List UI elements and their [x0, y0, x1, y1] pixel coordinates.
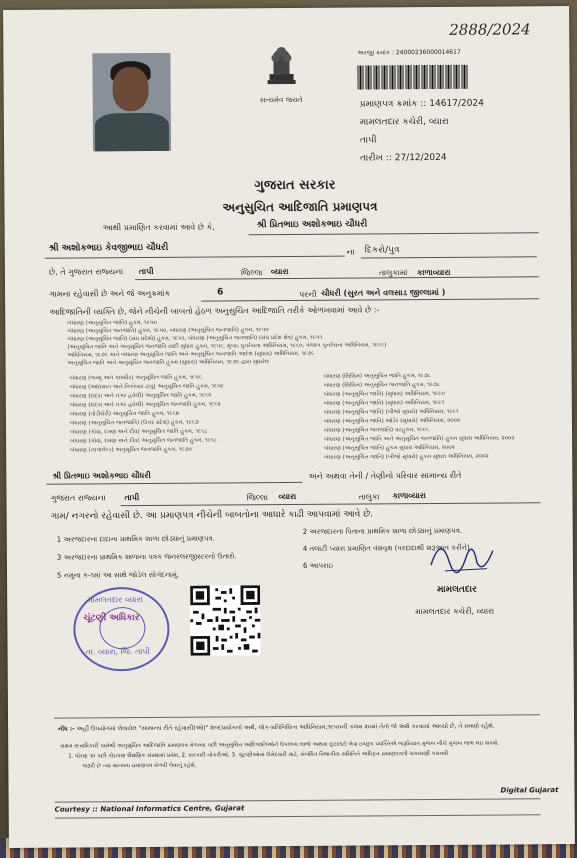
header-taluka: તાપી — [359, 135, 377, 146]
order-left-5: બંધારણ (પોંડીચેરી) અનુસૂચિત જાતિ હુકમ, ૧૯૬૪ — [69, 410, 180, 418]
order-right-9: બંધારણ (અનુસૂચિત જાતિ) હુકમ સુધારા અધિનિયમ, ૨૦૦૨ — [324, 444, 455, 452]
order-left-4: બંધારણ (દાદરા અને નગર હવેલી) અનુસૂચિત જનજાતિ હુકમ, ૧૯૬૨ — [69, 401, 221, 409]
order-left-1: બંધારણ (જમ્મુ અને કાશ્મીર) અનુસૂચિત જાતિ હુકમ, ૧૯૫૬ — [69, 374, 202, 382]
basis-item-3: 3 અરજદારના પ્રાથમિક શાળાના પત્રક જનરલરજીસ્ટરનો ઉતારો. — [56, 552, 237, 562]
schedule-text: આદિજાતિની વ્યક્તિ છે, જેને નીચેની બાબતો હેઠળ અનુસુચિત આદિજાતિ તરીકે ઓળખવામાં આવે છે :- — [49, 305, 380, 317]
basis-item-1: 1 અરજદારના દાદાના પ્રાથમિક શાળા છોડ્યાનું પ્રમાણપત્ર. — [56, 534, 215, 544]
issue-date: તારીખ :: 27/12/2024 — [360, 152, 447, 164]
order-left-2: બંધારણ (આંદામાન અને નિકોબાર ટાપુ) અનુસૂચિત જાતિ હુકમ, ૧૯૫૯ — [69, 383, 225, 391]
village-value-2: કાળાવ્યારા — [392, 491, 427, 501]
usage-line-2: 1. ધોરણ ૧૦ પછી કોઇપણ શૈક્ષણિક સંસ્થામાં પ્રવેશ, 2. સરકારી નોકરીઓ, 3. ચૂંટણીઓમાં ઉમેદવારી માટે, સંબંધિત વિભાગીય સમિતિને અધિકૃત પ્રમાણપત્રની ચકાસણી કરાવવી — [68, 750, 449, 760]
taluka-label-1: તાલુકામાં — [378, 268, 408, 278]
title-certificate: અનુસુચિત આદિજાતિ પ્રમાણપત્ર — [222, 199, 378, 215]
signatory-title: મામલતદાર — [437, 584, 477, 595]
handwritten-number: 2888/2024 — [449, 20, 531, 39]
applicant-photo — [92, 53, 171, 152]
note-text: અહીં ઉપયોગમાં લેવાયેલ "સામાન્ય રીતે રહેવાસી(ઓ)" શબ્દપ્રયોગનો અર્થ, લોક-પ્રતિનિધિત્વ અધિનિયમ,૧૯૫૦ની કલમ ૨૦માં તેનો જે અર્થ કરવામાં આવ્યો છે, તે પ્રમાણે રહેશે. — [76, 722, 495, 733]
order-top-1: બંધારણ (અનુસૂચિત જાતિ) હુકમ, ૧૯૫૦ — [67, 319, 157, 327]
order-right-1: બંધારણ (સિક્કિમ) અનુસૂચિત જાતિ હુકમ, ૧૯૭૮ — [323, 373, 431, 380]
order-top-3: બંધારણ (અનુસૂચિત જાતિ) (સંઘ પ્રદેશો) હુકમ, ૧૯૫૧, બંધારણ (અનુસૂચિત જનજાતિ) (સંઘ પ્રદેશ ક્ષેત્ર) હુકમ, ૧૯૫૧ — [67, 334, 323, 343]
order-top-5: અધિનિયમ, ૧૯૭૬ અને બંધારણ અનુસૂચિત જાતિ અને અનુસૂચિત જનજાતિ આદેશ (સુધારા) અધિનિયમ, ૧૯૭૬ — [67, 350, 315, 359]
seal-top-text: મામલતદાર વ્યારા — [87, 595, 143, 605]
district-label-2: જિલ્લા — [246, 493, 269, 503]
official-seal — [73, 587, 170, 672]
taluka-value-1: વ્યારા — [270, 266, 289, 277]
order-left-7: બંધારણ (ગોવા, દમણ અને દીવ) અનુસૂચિત જાતિ હુકમ, ૧૯૬૮ — [70, 428, 208, 436]
district-value-1: તાપી — [138, 266, 154, 277]
signature — [427, 531, 497, 581]
issuing-office: મામલતદાર કચેરી, વ્યારા — [359, 116, 449, 128]
basis-item-2: 2 અરજદારના પિતાના પ્રાથમિક શાળા છોડ્યાનું પ્રમાણપત્ર. — [302, 526, 463, 536]
title-government: ગુજરાત સરકાર — [254, 177, 336, 194]
seal-middle-text: ચૂંટણી અધિકાર — [83, 613, 140, 624]
signatory-office: મામલતદાર કચેરી, વ્યારા — [415, 606, 495, 617]
order-right-8: બંધારણ (અનુસૂચિત જાતિ અને અનુસૂચિત જનજાતિ) હુકમ સુધારા અધિનિયમ, ૨૦૦૨ — [324, 435, 515, 443]
order-right-5: બંધારણ (અનુસૂચિત જાતિ) (બીજો સુધારો) અધિનિયમ, ૧૯૯૧ — [323, 408, 459, 416]
application-number: અરજી ક્રમાંક : 24000236000014617 — [357, 48, 461, 57]
order-right-4: બંધારણ (અનુસૂચિત જાતિ) (સુધારા) અધિનિયમ, ૧૯૯૧ — [323, 399, 445, 407]
courtesy-text: Courtesy :: National Informatics Centre, Gujarat — [54, 804, 245, 814]
village-value-1: કાળાવ્યારા — [416, 267, 451, 278]
emblem-caption: સત્યમેવ જયતે — [259, 95, 303, 105]
family-text: અને અથવા તેની / તેણીનો પરિવાર સામાન્ય રીતે — [308, 470, 462, 481]
residence-text: ગામ/ નગરનો રહેવાસી છે. આ પ્રમાણપત્ર નીચેની બાબતોના આધારે કાઢી આપવામાં આવે છે. — [50, 509, 374, 522]
relation-label: ના — [346, 247, 355, 257]
holder-name-2: શ્રી પ્રિતભાઇ અશોકભાઇ ચૌધરી — [52, 470, 151, 481]
serial-value: 6 — [217, 287, 224, 298]
note-label: નોંધ :- — [58, 725, 75, 733]
order-right-10: બંધારણ (અનુસૂચિત જાતિ) (બીજો સુધારો) હુકમ સુધારા અધિનિયમ, ૨૦૦૨ — [324, 453, 489, 461]
certificate-page — [3, 6, 575, 848]
order-top-6: અનુસૂચિત જાતિ અને અનુસૂચિત જનજાતિ હુકમ (સુધારા) અધિનિયમ, ૧૯૭૬ દ્વારા સુધારેલ — [67, 359, 269, 367]
caste-label: પરની — [299, 289, 317, 299]
qr-code — [190, 585, 260, 655]
father-name: શ્રી અશોકભાઇ કેવજીભાઇ ચૌધરી — [48, 242, 169, 254]
state-text-2: ગુજરાત રાજ્યના — [50, 493, 106, 503]
certificate-number: પ્રમાણપત્ર ક્રમાંક :: 14617/2024 — [359, 98, 484, 110]
order-top-4: (અનુસૂચિત જાતિ અને અનુસૂચિત જનજાતિ યાદી સુધારા હુકમ, ૧૯૫૬, મુંબઇ પુનર્રચના અધિનિયમ, ૧૯૬૦, પંજાબ પુનર્રચના અધિનિયમ, ૧૯૬૬) — [67, 342, 387, 351]
order-left-8: બંધારણ (ગોવા, દમણ અને દીવ) અનુસૂચિત જનજાતિ હુકમ, ૧૯૬૮ — [70, 437, 217, 445]
state-text: છે, તે ગુજરાત રાજ્યના — [48, 267, 124, 277]
basis-item-4: 4 તલાટી પ્યારા પ્રમાણિત વંશવૃક્ષ (પરદાદાથી શરૂઆત કરીને). — [302, 543, 472, 553]
order-top-2: બંધારણ (અનુસૂચિત જનજાતિ) હુકમ, ૧૯૫૦, બંધારણ (અનુસૂચિત જનજાતિ) હુકમ, ૧૯૫૦ — [67, 327, 269, 335]
order-left-3: બંધારણ (દાદરા અને નગર હવેલી) અનુસૂચિત જાતિ હુકમ, ૧૯૬૨ — [69, 392, 212, 400]
order-right-3: બંધારણ (અનુસૂચિત જાતિ) (સુધારા) અધિનિયમ, ૧૯૯૦ — [323, 390, 445, 398]
national-emblem-icon — [261, 40, 301, 96]
certify-text: આથી પ્રમાણિત કરવામાં આવે છે કે, — [102, 222, 215, 233]
barcode — [357, 65, 467, 90]
digital-gujarat: Digital Gujarat — [500, 786, 559, 795]
usage-line-3: જરૂરી છે ત્યાં માન્યતા પ્રમાણપત્ર મેળવી લેવાનું રહેશે. — [82, 762, 197, 770]
basis-item-5: 5 નમુના ક-૧માં આ સાથે જોડેલ સોગંદનામું. — [57, 570, 180, 580]
holder-name: શ્રી પ્રિતભાઇ અશોકભાઇ ચૌધરી — [256, 219, 368, 231]
usage-line-1: સક્ષમ સત્તાધિકારી પાસેથી અનુસુચિત આદિજાતિ પ્રમાણપત્ર મેળવ્યા પછી અનુસુચિત આદિજાતિઓને ઉપલબ્ધ લાભો અથવા છૂટછાટો લેવા ઇચ્છુક વ્યક્તિએ જરૂરિયાત મુજબ નીચે મુજબ લાભ લઇ શકશે. — [60, 740, 500, 750]
seal-bottom-text: તા. વ્યારા, જિ. તાપી — [85, 646, 150, 657]
relation-value: દિકરો/પુત્ર — [364, 245, 400, 256]
district-value-2: તાપી — [124, 493, 140, 503]
order-right-7: બંધારણ (અનુસૂચિત જનજાતિ) વટહુકમ, ૧૯૯૬ — [324, 427, 430, 434]
taluka-value-2: વ્યારા — [278, 491, 297, 502]
order-right-6: બંધારણ (અનુસૂચિત જાતિ) ઓર્ડર (સુધારો) અધિનિયમ, ૨૦૦૨ — [323, 417, 461, 425]
order-right-2: બંધારણ (સિક્કિમ) અનુસૂચિત જનજાતિ હુકમ, ૧૯૭૮ — [323, 381, 440, 389]
order-left-6: બંધારણ (અનુસૂચિત જનજાતિ) (ઉત્તર પ્રદેશ) હુકમ, ૧૯૬૭ — [69, 419, 199, 427]
order-left-9: બંધારણ (નાગાલેન્ડ) અનુસૂચિત જનજાતિ હુકમ, ૧૯૭૦ — [70, 446, 192, 454]
village-text: ગામના રહેવાસી છે અને જે અનુક્રમાંક — [49, 288, 171, 299]
district-label-1: જિલ્લા — [240, 268, 263, 278]
basis-item-6: 6 આપરાઇ — [302, 561, 333, 570]
caste-value: ચૌધરી (સુરત અને વલસાડ જીલ્લામાં ) — [321, 287, 446, 298]
taluka-label-2: તાલુકા — [358, 492, 380, 502]
